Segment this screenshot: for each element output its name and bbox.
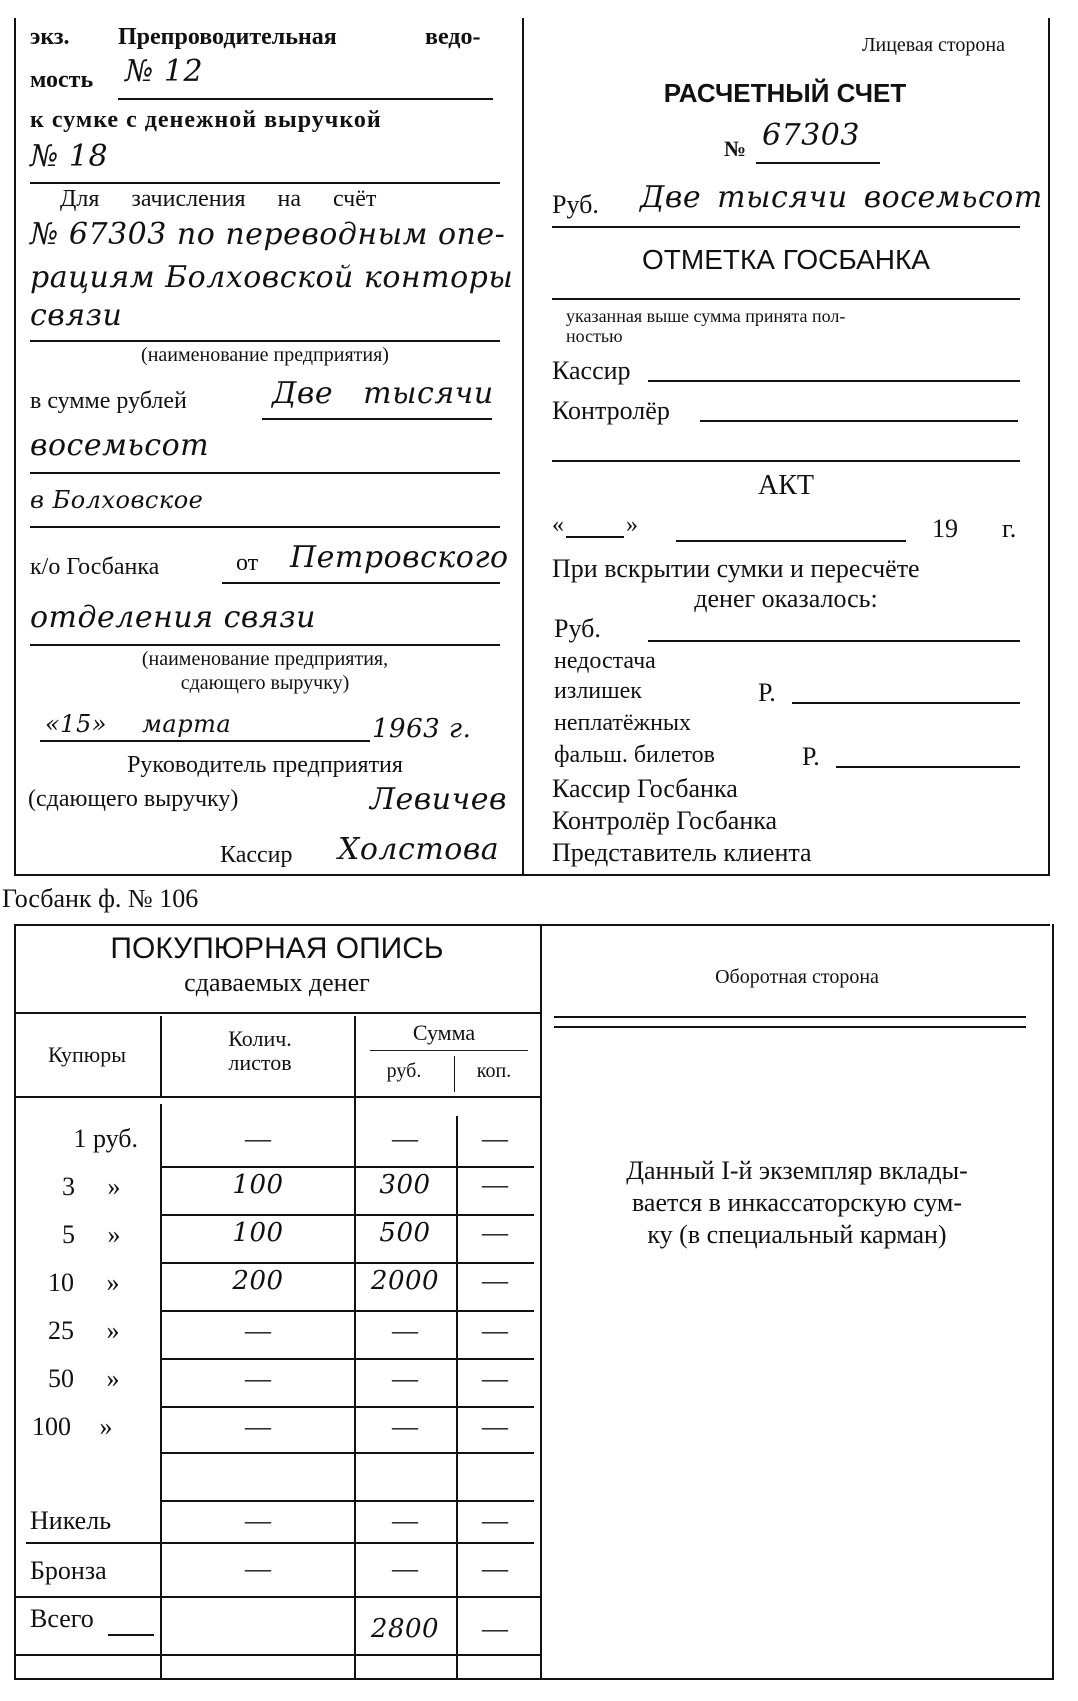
- col-count-header-1: Колич.: [228, 1026, 292, 1051]
- cashier-label: Кассир: [220, 842, 293, 868]
- from-value-2: отделения связи: [30, 600, 316, 635]
- bank-controller: Контролёр Госбанка: [552, 806, 778, 835]
- act-date-open: «: [552, 512, 564, 538]
- row-count: 200: [232, 1266, 284, 1296]
- amount-words-1: Две тысячи: [272, 376, 494, 411]
- title-part2: ведо-: [425, 24, 481, 50]
- row-kop: —: [482, 1218, 508, 1247]
- col-line: [160, 1016, 162, 1096]
- row-kop: —: [482, 1506, 508, 1535]
- from-caption-2: сдающего выручку): [180, 672, 350, 694]
- col-sum-header: Сумма: [412, 1020, 476, 1045]
- inventory-title: ПОКУПЮРНАЯ ОПИСЬ: [110, 932, 444, 965]
- frame-divider: [522, 18, 524, 876]
- back-side-label: Оборотная сторона: [715, 966, 879, 988]
- credit-label: Для зачисления на счёт: [60, 186, 377, 212]
- back-note-1: Данный I-й экземпляр вклады-: [626, 1156, 968, 1185]
- enterprise-caption: (наименование предприятия): [141, 344, 389, 366]
- row-rub: —: [392, 1554, 418, 1583]
- head-label-2: (сдающего выручку): [28, 786, 239, 812]
- vedomost-number: № 12: [125, 54, 204, 89]
- bottom-frame-divider: [540, 924, 542, 1680]
- row-line: [160, 1262, 534, 1264]
- side-label: Лицевая сторона: [861, 34, 1005, 56]
- total-label: Всего: [30, 1604, 94, 1633]
- row-line: [160, 1452, 534, 1454]
- row-denom: Никель: [30, 1506, 112, 1535]
- bottom-frame-right: [1052, 924, 1054, 1680]
- line: [552, 460, 1020, 462]
- date-month: марта: [142, 710, 232, 738]
- inventory-subtitle: сдаваемых денег: [184, 968, 370, 997]
- line: [792, 702, 1020, 704]
- amount-words-2: восемьсот: [30, 428, 210, 463]
- line: [118, 98, 493, 100]
- r-label-1: Р.: [758, 678, 776, 707]
- bank-cashier-label: Кассир: [552, 356, 631, 385]
- fake-notes: фальш. билетов: [554, 742, 716, 768]
- line: [30, 644, 500, 646]
- form-code: Госбанк ф. № 106: [2, 884, 199, 913]
- cashier-signature: Холстова: [338, 832, 500, 867]
- bag-number: № 18: [30, 139, 109, 174]
- frame-bottom-border: [14, 874, 1050, 876]
- row-count: —: [245, 1506, 271, 1535]
- row-denom: 1 руб.: [73, 1124, 138, 1153]
- row-line: [26, 1542, 534, 1544]
- row-kop: —: [482, 1412, 508, 1441]
- col-rub-header: руб.: [386, 1060, 422, 1082]
- row-rub: 2000: [370, 1266, 440, 1296]
- row-denom: Бронза: [30, 1556, 107, 1585]
- row-rub: —: [392, 1506, 418, 1535]
- row-kop: —: [482, 1170, 508, 1199]
- back-note-2: вается в инкассаторскую сум-: [631, 1188, 963, 1217]
- col-line: [160, 1104, 162, 1678]
- line: [554, 1026, 1026, 1028]
- row-count: —: [245, 1554, 271, 1583]
- total-kop: —: [482, 1614, 508, 1643]
- line: [30, 472, 500, 474]
- date-year: 1963 г.: [372, 714, 472, 744]
- line: [648, 640, 1020, 642]
- row-line: [160, 1310, 534, 1312]
- col-count-header-2: листов: [228, 1050, 292, 1075]
- bank-city: в Болховское: [30, 486, 204, 514]
- row-count: —: [245, 1364, 271, 1393]
- bank-cashier: Кассир Госбанка: [552, 774, 738, 803]
- rub-label: Руб.: [552, 190, 599, 219]
- frame-right-border: [1048, 18, 1050, 876]
- enterprise-line3: связи: [30, 298, 123, 333]
- row-denom: 10 »: [48, 1268, 120, 1297]
- row-denom: 25 »: [48, 1316, 120, 1345]
- row-kop: —: [482, 1316, 508, 1345]
- title-part1: Препроводительная: [118, 24, 337, 50]
- row-line: [14, 1596, 540, 1598]
- act-year-suffix: г.: [1002, 514, 1017, 543]
- r-label-2: Р.: [802, 742, 820, 771]
- accepted-text-2: ностью: [566, 326, 623, 346]
- row-line: [160, 1500, 534, 1502]
- from-label: от: [236, 550, 259, 576]
- line: [836, 766, 1020, 768]
- line: [30, 182, 500, 184]
- row-line: [14, 1654, 540, 1656]
- bag-label: к сумке с денежной выручкой: [30, 107, 382, 133]
- frame-left-border: [14, 18, 16, 876]
- col-denom-header: Купюры: [47, 1042, 126, 1067]
- row-rub: —: [392, 1364, 418, 1393]
- col-line: [454, 1056, 455, 1092]
- row-count: —: [245, 1412, 271, 1441]
- title-part3: мость: [30, 67, 94, 93]
- row-line: [160, 1214, 534, 1216]
- shortage: недостача: [554, 648, 656, 674]
- invalid: неплатёжных: [554, 710, 692, 736]
- row-count: 100: [232, 1218, 284, 1248]
- row-kop: —: [482, 1554, 508, 1583]
- row-count: —: [245, 1316, 271, 1345]
- line: [30, 340, 500, 342]
- row-rub: —: [392, 1316, 418, 1345]
- form-title: РАСЧЕТНЫЙ СЧЕТ: [663, 78, 907, 108]
- amount-label: в сумме рублей: [30, 388, 187, 414]
- row-kop: —: [482, 1364, 508, 1393]
- line: [108, 1634, 154, 1636]
- bottom-frame-top: [14, 924, 1050, 926]
- header-bottom-line: [14, 1096, 540, 1098]
- mark-title: ОТМЕТКА ГОСБАНКА: [642, 244, 930, 275]
- back-note-3: ку (в специальный карман): [647, 1220, 947, 1249]
- bottom-frame-left: [14, 924, 16, 1680]
- client-rep: Представитель клиента: [552, 838, 812, 867]
- total-rub: 2800: [370, 1614, 440, 1644]
- surplus: излишек: [554, 678, 642, 704]
- line: [552, 226, 1020, 228]
- act-text-2: денег оказалось:: [694, 584, 878, 613]
- line: [222, 582, 500, 584]
- rub-value: Две тысячи восемьсот: [640, 180, 1043, 215]
- row-line: [160, 1166, 534, 1168]
- act-text-1: При вскрытии сумки и пересчёте: [552, 554, 920, 583]
- sum-header-line: [370, 1050, 528, 1051]
- line: [40, 740, 370, 742]
- row-rub: —: [392, 1412, 418, 1441]
- enterprise-line2: рациям Болховской конторы: [30, 260, 514, 295]
- from-value-1: Петровского: [290, 540, 509, 575]
- line: [700, 420, 1018, 422]
- line: [262, 418, 492, 420]
- bank-controller-label: Контролёр: [552, 396, 670, 425]
- row-count: —: [245, 1124, 271, 1153]
- line: [30, 526, 500, 528]
- account-prefix: №: [724, 136, 747, 161]
- enterprise-line1: № 67303 по переводным опе-: [30, 217, 506, 252]
- line: [566, 536, 624, 538]
- col-kop-header: коп.: [476, 1060, 512, 1082]
- ekz-label: экз.: [30, 24, 70, 50]
- date-day: «15»: [45, 710, 107, 738]
- row-rub: 300: [379, 1170, 431, 1200]
- row-line: [160, 1358, 534, 1360]
- row-denom: 3 »: [62, 1172, 121, 1201]
- row-rub: 500: [379, 1218, 431, 1248]
- accepted-text-1: указанная выше сумма принята пол-: [566, 306, 846, 326]
- row-kop: —: [482, 1266, 508, 1295]
- line: [756, 162, 880, 164]
- row-count: 100: [232, 1170, 284, 1200]
- row-line: [160, 1406, 534, 1408]
- col-line: [456, 1116, 458, 1678]
- from-caption-1: (наименование предприятия,: [141, 648, 389, 670]
- row-denom: 100 »: [32, 1412, 113, 1441]
- head-signature: Левичев: [370, 782, 507, 817]
- line: [648, 380, 1020, 382]
- act-title: АКТ: [758, 470, 814, 501]
- row-rub: —: [392, 1124, 418, 1153]
- line: [554, 1016, 1026, 1018]
- row-denom: 5 »: [62, 1220, 121, 1249]
- line: [676, 540, 906, 542]
- head-label-1: Руководитель предприятия: [127, 752, 403, 778]
- act-rub: Руб.: [554, 614, 601, 643]
- header-top-line: [14, 1012, 540, 1014]
- act-date-close: »: [626, 512, 638, 538]
- bottom-frame-bottom: [14, 1678, 1054, 1680]
- col-line: [354, 1016, 356, 1678]
- line: [552, 298, 1020, 300]
- row-kop: —: [482, 1124, 508, 1153]
- bank-label: к/о Госбанка: [30, 554, 160, 580]
- act-year: 19: [932, 514, 958, 543]
- account-number: 67303: [762, 118, 860, 153]
- row-denom: 50 »: [48, 1364, 120, 1393]
